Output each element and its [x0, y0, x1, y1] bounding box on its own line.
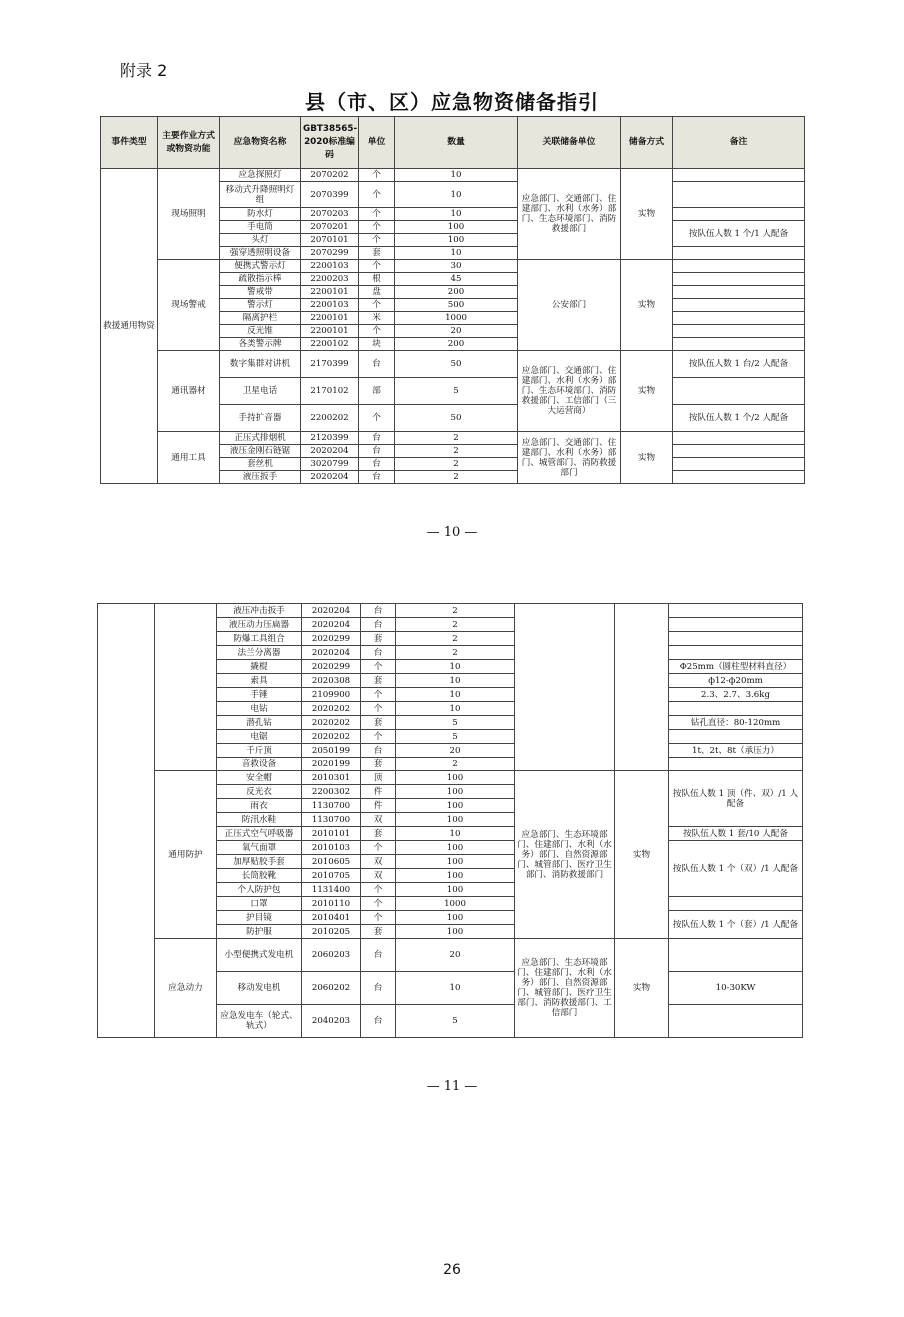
item-note — [673, 471, 805, 484]
item-name: 法兰分离器 — [217, 646, 302, 660]
item-code: 3020799 — [301, 458, 359, 471]
item-note — [673, 260, 805, 273]
item-unit: 个 — [361, 841, 396, 855]
item-unit: 个 — [361, 897, 396, 911]
item-unit: 个 — [361, 883, 396, 897]
item-name: 口罩 — [217, 897, 302, 911]
item-note — [669, 939, 803, 972]
item-name: 个人防护包 — [217, 883, 302, 897]
item-qty: 100 — [396, 869, 515, 883]
item-unit: 盘 — [359, 286, 395, 299]
item-unit: 台 — [359, 432, 395, 445]
table-row — [98, 771, 803, 785]
item-code: 2010401 — [302, 911, 361, 925]
item-qty: 50 — [395, 351, 518, 378]
item-name: 千斤顶 — [217, 744, 302, 758]
group-name-cell: 通用工具 — [158, 432, 220, 484]
item-qty: 20 — [396, 939, 515, 972]
item-note: 按队伍人数 1 个（双）/1 人配备 — [669, 841, 803, 897]
item-name: 警戒带 — [220, 286, 301, 299]
item-qty: 10 — [396, 972, 515, 1005]
item-code: 2070101 — [301, 234, 359, 247]
group-name-cell: 应急动力 — [155, 939, 217, 1038]
item-note: 按队伍人数 1 个（套）/1 人配备 — [669, 911, 803, 939]
item-unit: 个 — [359, 234, 395, 247]
item-unit: 个 — [361, 702, 396, 716]
item-name: 氧气面罩 — [217, 841, 302, 855]
department-cell: 应急部门、交通部门、住建部门、水利（水务）部门、生态环境部门、消防救援部门 — [518, 169, 621, 260]
item-code: 2200103 — [301, 299, 359, 312]
item-code: 1130700 — [302, 813, 361, 827]
item-name: 防护服 — [217, 925, 302, 939]
item-unit: 台 — [361, 1005, 396, 1038]
item-code: 2200203 — [301, 273, 359, 286]
item-qty: 5 — [396, 1005, 515, 1038]
item-note — [673, 169, 805, 182]
item-name: 警示灯 — [220, 299, 301, 312]
item-code: 2020204 — [302, 646, 361, 660]
table-header-row — [101, 117, 805, 169]
item-qty: 100 — [396, 925, 515, 939]
item-name: 安全帽 — [217, 771, 302, 785]
item-qty: 200 — [395, 338, 518, 351]
item-qty: 100 — [396, 785, 515, 799]
item-code: 2060202 — [302, 972, 361, 1005]
item-qty: 2 — [396, 618, 515, 632]
item-code: 2070399 — [301, 182, 359, 208]
item-code: 2200101 — [301, 286, 359, 299]
item-qty: 10 — [395, 182, 518, 208]
item-note: 2.3、2.7、3.6kg — [669, 688, 803, 702]
item-qty: 10 — [395, 247, 518, 260]
item-note — [673, 458, 805, 471]
reserve-mode-cell: 实物 — [621, 260, 673, 351]
header-department: 关联储备单位 — [518, 117, 621, 169]
item-code: 2020202 — [302, 730, 361, 744]
item-code: 1130700 — [302, 799, 361, 813]
footer-page-number: 26 — [443, 1262, 461, 1278]
item-qty: 5 — [396, 716, 515, 730]
item-qty: 100 — [396, 911, 515, 925]
item-unit: 套 — [361, 674, 396, 688]
item-name: 电锯 — [217, 730, 302, 744]
item-note — [673, 445, 805, 458]
item-note: 10-30KW — [669, 972, 803, 1005]
item-unit: 台 — [361, 646, 396, 660]
item-name: 正压式排烟机 — [220, 432, 301, 445]
item-unit: 个 — [359, 325, 395, 338]
item-code: 2020204 — [301, 471, 359, 484]
item-note — [673, 299, 805, 312]
item-code: 2020204 — [302, 618, 361, 632]
item-note — [669, 646, 803, 660]
item-unit: 个 — [359, 405, 395, 432]
item-unit: 米 — [359, 312, 395, 325]
item-qty: 100 — [396, 771, 515, 785]
department-cell: 应急部门、生态环境部门、住建部门、水利（水务）部门、自然资源部门、城管部门、医疗卫生部门、消防救援部门、工信部门 — [515, 939, 615, 1038]
reserve-table-page-2 — [97, 603, 803, 1038]
item-name: 索具 — [217, 674, 302, 688]
item-qty: 100 — [396, 813, 515, 827]
item-note — [673, 273, 805, 286]
reserve-table-page-1 — [100, 116, 805, 484]
reserve-mode-cell: 实物 — [615, 771, 669, 939]
item-note — [673, 378, 805, 405]
item-unit: 个 — [359, 299, 395, 312]
item-unit: 个 — [361, 730, 396, 744]
item-name: 电钻 — [217, 702, 302, 716]
item-unit: 台 — [359, 471, 395, 484]
event-type-cell-continued — [98, 604, 155, 1038]
item-name: 防爆工具组合 — [217, 632, 302, 646]
item-unit: 件 — [361, 799, 396, 813]
item-name: 反光衣 — [217, 785, 302, 799]
item-code: 2020199 — [302, 758, 361, 771]
item-code: 2070299 — [301, 247, 359, 260]
item-qty: 1000 — [396, 897, 515, 911]
item-code: 2109900 — [302, 688, 361, 702]
item-qty: 10 — [396, 827, 515, 841]
document-title: 县（市、区）应急物资储备指引 — [305, 90, 599, 114]
item-unit: 套 — [359, 247, 395, 260]
item-unit: 个 — [361, 660, 396, 674]
header-main-function: 主要作业方式或物资功能 — [158, 117, 220, 169]
item-name: 正压式空气呼吸器 — [217, 827, 302, 841]
item-code: 1131400 — [302, 883, 361, 897]
item-name: 应急探照灯 — [220, 169, 301, 182]
item-name: 小型便携式发电机 — [217, 939, 302, 972]
item-name: 液压动力压扁器 — [217, 618, 302, 632]
reserve-mode-cell: 实物 — [621, 351, 673, 432]
item-qty: 100 — [396, 855, 515, 869]
header-remarks: 备注 — [673, 117, 805, 169]
item-qty: 5 — [395, 378, 518, 405]
item-name: 长筒胶靴 — [217, 869, 302, 883]
item-code: 2070203 — [301, 208, 359, 221]
item-unit: 双 — [361, 855, 396, 869]
item-qty: 2 — [395, 471, 518, 484]
table-row — [98, 604, 803, 618]
item-note — [669, 618, 803, 632]
item-note: 按队伍人数 1 套/10 人配备 — [669, 827, 803, 841]
reserve-mode-cell: 实物 — [621, 432, 673, 484]
header-quantity: 数量 — [395, 117, 518, 169]
item-note: 钻孔直径：80-120mm — [669, 716, 803, 730]
item-unit: 个 — [359, 208, 395, 221]
item-note: 按队伍人数 1 个/1 人配备 — [673, 221, 805, 247]
item-code: 2020308 — [302, 674, 361, 688]
item-code: 2010605 — [302, 855, 361, 869]
item-code: 2200302 — [302, 785, 361, 799]
item-unit: 台 — [359, 445, 395, 458]
item-note — [669, 1005, 803, 1038]
item-qty: 2 — [396, 646, 515, 660]
item-note — [669, 758, 803, 771]
item-unit: 台 — [359, 458, 395, 471]
item-unit: 顶 — [361, 771, 396, 785]
item-code: 2200102 — [301, 338, 359, 351]
item-qty: 20 — [396, 744, 515, 758]
item-unit: 部 — [359, 378, 395, 405]
group-name-cell: 通用防护 — [155, 771, 217, 939]
item-unit: 套 — [361, 925, 396, 939]
item-code: 2020299 — [302, 660, 361, 674]
table-row — [98, 939, 803, 972]
item-unit: 套 — [361, 827, 396, 841]
item-name: 防水灯 — [220, 208, 301, 221]
item-name: 手电筒 — [220, 221, 301, 234]
item-qty: 100 — [395, 221, 518, 234]
item-code: 2200103 — [301, 260, 359, 273]
item-name: 移动式升降照明灯组 — [220, 182, 301, 208]
group-name-cell: 现场照明 — [158, 169, 220, 260]
item-code: 2020202 — [302, 702, 361, 716]
table-row — [101, 351, 805, 378]
item-code: 2070201 — [301, 221, 359, 234]
item-name: 液压扳手 — [220, 471, 301, 484]
item-unit: 台 — [361, 939, 396, 972]
item-name: 数字集群对讲机 — [220, 351, 301, 378]
item-note — [673, 432, 805, 445]
item-name: 手持扩音器 — [220, 405, 301, 432]
item-name: 头灯 — [220, 234, 301, 247]
item-name: 强穿透照明设备 — [220, 247, 301, 260]
table-row — [101, 169, 805, 182]
item-name: 防汛水鞋 — [217, 813, 302, 827]
item-qty: 10 — [396, 702, 515, 716]
item-note — [669, 604, 803, 618]
item-unit: 个 — [361, 688, 396, 702]
header-material-name: 应急物资名称 — [220, 117, 301, 169]
item-note: Φ25mm（圆柱型材料直径） — [669, 660, 803, 674]
item-name: 潜孔钻 — [217, 716, 302, 730]
item-note — [673, 338, 805, 351]
item-name: 反光锥 — [220, 325, 301, 338]
item-qty: 100 — [395, 234, 518, 247]
item-unit: 个 — [359, 182, 395, 208]
item-code: 2010103 — [302, 841, 361, 855]
item-name: 手锤 — [217, 688, 302, 702]
item-unit: 根 — [359, 273, 395, 286]
item-note — [673, 247, 805, 260]
item-note — [673, 312, 805, 325]
item-qty: 2 — [395, 432, 518, 445]
table-row — [101, 260, 805, 273]
item-code: 2200101 — [301, 325, 359, 338]
item-qty: 30 — [395, 260, 518, 273]
item-code: 2010705 — [302, 869, 361, 883]
department-cell: 应急部门、生态环境部门、住建部门、水利（水务）部门、自然资源部门、城管部门、医疗卫生部门、消防救援部门 — [515, 771, 615, 939]
item-unit: 个 — [359, 169, 395, 182]
item-unit: 个 — [359, 221, 395, 234]
item-code: 2060203 — [302, 939, 361, 972]
item-unit: 台 — [361, 604, 396, 618]
item-qty: 5 — [396, 730, 515, 744]
page-number-11: — 11 — — [426, 1079, 478, 1094]
item-qty: 200 — [395, 286, 518, 299]
reserve-mode-cell: 实物 — [621, 169, 673, 260]
item-name: 移动发电机 — [217, 972, 302, 1005]
item-qty: 45 — [395, 273, 518, 286]
item-name: 加厚贴胶手套 — [217, 855, 302, 869]
item-name: 便携式警示灯 — [220, 260, 301, 273]
item-code: 2020204 — [301, 445, 359, 458]
item-note: 按队伍人数 1 台/2 人配备 — [673, 351, 805, 378]
item-unit: 个 — [361, 911, 396, 925]
header-standard-code: GBT38565-2020标准编码 — [301, 117, 359, 169]
item-code: 2200202 — [301, 405, 359, 432]
appendix-label: 附录 2 — [120, 61, 168, 80]
item-unit: 台 — [361, 618, 396, 632]
item-code: 2020204 — [302, 604, 361, 618]
item-code: 2020299 — [302, 632, 361, 646]
item-code: 2120399 — [301, 432, 359, 445]
item-code: 2050199 — [302, 744, 361, 758]
item-qty: 500 — [395, 299, 518, 312]
item-note: 按队伍人数 1 顶（件、双）/1 人配备 — [669, 771, 803, 827]
item-qty: 10 — [395, 208, 518, 221]
item-note: 1t、2t、8t（承压力） — [669, 744, 803, 758]
item-name: 音救设备 — [217, 758, 302, 771]
item-qty: 100 — [396, 841, 515, 855]
item-qty: 10 — [396, 688, 515, 702]
item-code: 2020202 — [302, 716, 361, 730]
item-code: 2010101 — [302, 827, 361, 841]
item-name: 撬棍 — [217, 660, 302, 674]
reserve-mode-cell — [615, 604, 669, 771]
item-qty: 10 — [396, 674, 515, 688]
department-cell: 公安部门 — [518, 260, 621, 351]
item-qty: 2 — [396, 758, 515, 771]
department-cell — [515, 604, 615, 771]
header-reserve-mode: 储备方式 — [621, 117, 673, 169]
item-note — [673, 325, 805, 338]
item-name: 隔离护栏 — [220, 312, 301, 325]
item-qty: 1000 — [395, 312, 518, 325]
item-name: 护目镜 — [217, 911, 302, 925]
item-unit: 件 — [361, 785, 396, 799]
item-unit: 双 — [361, 869, 396, 883]
item-qty: 2 — [396, 604, 515, 618]
item-qty: 2 — [395, 445, 518, 458]
item-note-empty — [669, 897, 803, 911]
item-unit: 个 — [359, 260, 395, 273]
item-name: 应急发电车（轮式、轨式） — [217, 1005, 302, 1038]
group-name-cell: 现场警戒 — [158, 260, 220, 351]
event-type-cell: 救援通用物资 — [101, 169, 158, 484]
group-name-cell: 通讯器材 — [158, 351, 220, 432]
item-qty: 2 — [396, 632, 515, 646]
item-name: 套丝机 — [220, 458, 301, 471]
item-unit: 套 — [361, 758, 396, 771]
item-unit: 双 — [361, 813, 396, 827]
item-name: 疏散指示棒 — [220, 273, 301, 286]
item-code: 2170399 — [301, 351, 359, 378]
item-name: 雨衣 — [217, 799, 302, 813]
item-name: 各类警示牌 — [220, 338, 301, 351]
item-unit: 套 — [361, 632, 396, 646]
item-code: 2010205 — [302, 925, 361, 939]
item-note — [673, 286, 805, 299]
item-unit: 台 — [359, 351, 395, 378]
item-unit: 台 — [361, 972, 396, 1005]
item-code: 2040203 — [302, 1005, 361, 1038]
item-code: 2070202 — [301, 169, 359, 182]
item-code: 2170102 — [301, 378, 359, 405]
item-qty: 20 — [395, 325, 518, 338]
item-qty: 50 — [395, 405, 518, 432]
item-qty: 10 — [395, 169, 518, 182]
item-unit: 块 — [359, 338, 395, 351]
item-name: 液压冲击扳手 — [217, 604, 302, 618]
item-qty: 10 — [396, 660, 515, 674]
header-unit: 单位 — [359, 117, 395, 169]
table-row — [101, 432, 805, 445]
item-code: 2010301 — [302, 771, 361, 785]
item-note — [669, 632, 803, 646]
item-unit: 套 — [361, 716, 396, 730]
item-qty: 100 — [396, 883, 515, 897]
item-code: 2200101 — [301, 312, 359, 325]
item-unit: 台 — [361, 744, 396, 758]
item-note — [673, 182, 805, 208]
item-note — [673, 208, 805, 221]
item-note — [669, 730, 803, 744]
department-cell: 应急部门、交通部门、住建部门、水利（水务）部门、城管部门、消防救援部门 — [518, 432, 621, 484]
item-qty: 2 — [395, 458, 518, 471]
item-code: 2010110 — [302, 897, 361, 911]
header-event-type: 事件类型 — [101, 117, 158, 169]
reserve-mode-cell: 实物 — [615, 939, 669, 1038]
item-name: 卫星电话 — [220, 378, 301, 405]
group-name-cell — [155, 604, 217, 771]
department-cell: 应急部门、交通部门、住建部门、水利（水务）部门、生态环境部门、消防救援部门、工信部门（三大运营商） — [518, 351, 621, 432]
page-number-10: — 10 — — [426, 525, 478, 540]
item-name: 液压金刚石链锯 — [220, 445, 301, 458]
item-qty: 100 — [396, 799, 515, 813]
item-note — [669, 702, 803, 716]
item-note: ф12-ф20mm — [669, 674, 803, 688]
item-note: 按队伍人数 1 个/2 人配备 — [673, 405, 805, 432]
